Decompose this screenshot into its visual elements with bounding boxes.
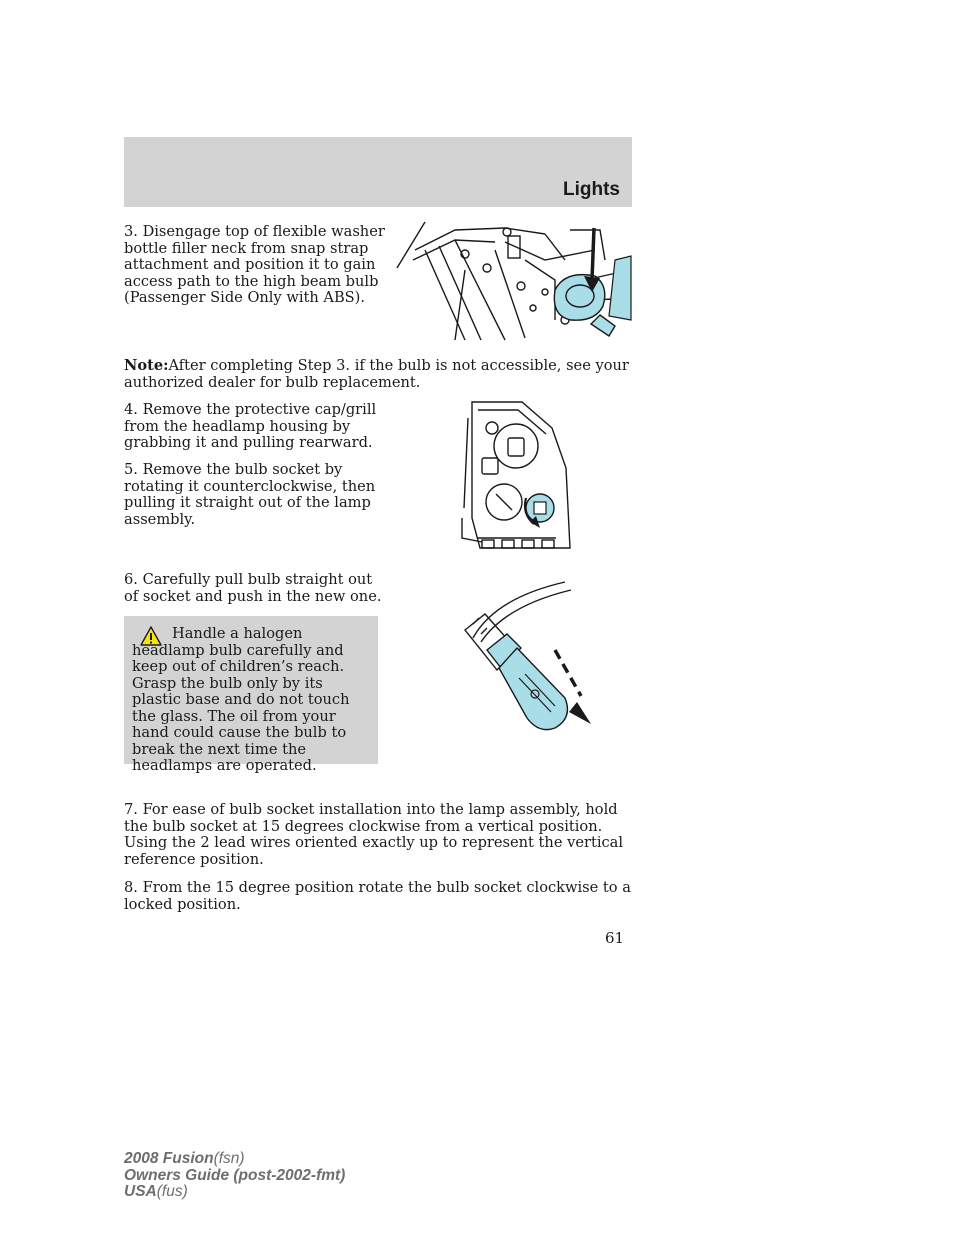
halogen-bulb-illustration bbox=[455, 578, 605, 738]
footer-model-code: (fsn) bbox=[213, 1150, 245, 1167]
warning-box bbox=[124, 616, 378, 774]
note-text: After completing Step 3. if the bulb is not accessible, see your authorized dealer for bulb replacement. bbox=[124, 357, 629, 391]
document-footer bbox=[124, 1151, 345, 1201]
step-8-text: 8. From the 15 degree position rotate the bulb socket clockwise to a locked position. bbox=[124, 879, 631, 913]
footer-model: 2008 Fusion bbox=[124, 1150, 214, 1167]
note-paragraph bbox=[124, 358, 644, 391]
arrow-icon bbox=[569, 702, 591, 724]
section-title: Lights bbox=[563, 179, 620, 200]
step-3-text: 3. Disengage top of flexible washer bottle filler neck from snap strap attachment and position it to gain access path to the high beam bulb (Passenger Side Only with ABS). bbox=[124, 223, 385, 306]
footer-guide: Owners Guide (post-2002-fmt) bbox=[124, 1166, 346, 1184]
washer-bottle-illustration bbox=[395, 220, 635, 352]
step-6-text: 6. Carefully pull bulb straight out of socket and push in the new one. bbox=[124, 571, 382, 605]
footer-region: USA bbox=[124, 1183, 157, 1200]
step-5-text: 5. Remove the bulb socket by rotating it counterclockwise, then pulling it straight out of the lamp assembly. bbox=[124, 461, 376, 528]
page-number: 61 bbox=[605, 929, 625, 947]
step-7-text: 7. For ease of bulb socket installation into the lamp assembly, hold the bulb socket at 15 degrees clockwise from a vertical position. Using the 2 lead wires oriented exactly up to represent the vertical reference position. bbox=[124, 801, 624, 868]
warning-text: Handle a halogen headlamp bulb carefully and keep out of children’s reach. Grasp the bulb only by its plastic base and do not touch the glass. The oil from your hand could cause the bulb to break the next time the headlamps are operated. bbox=[132, 625, 350, 774]
footer-region-code: (fus) bbox=[156, 1183, 188, 1200]
step-4-text: 4. Remove the protective cap/grill from the headlamp housing by grabbing it and pulling rearward. bbox=[124, 401, 377, 451]
headlamp-housing-illustration bbox=[452, 398, 582, 558]
section-header bbox=[124, 137, 632, 207]
note-label: Note: bbox=[124, 357, 169, 374]
